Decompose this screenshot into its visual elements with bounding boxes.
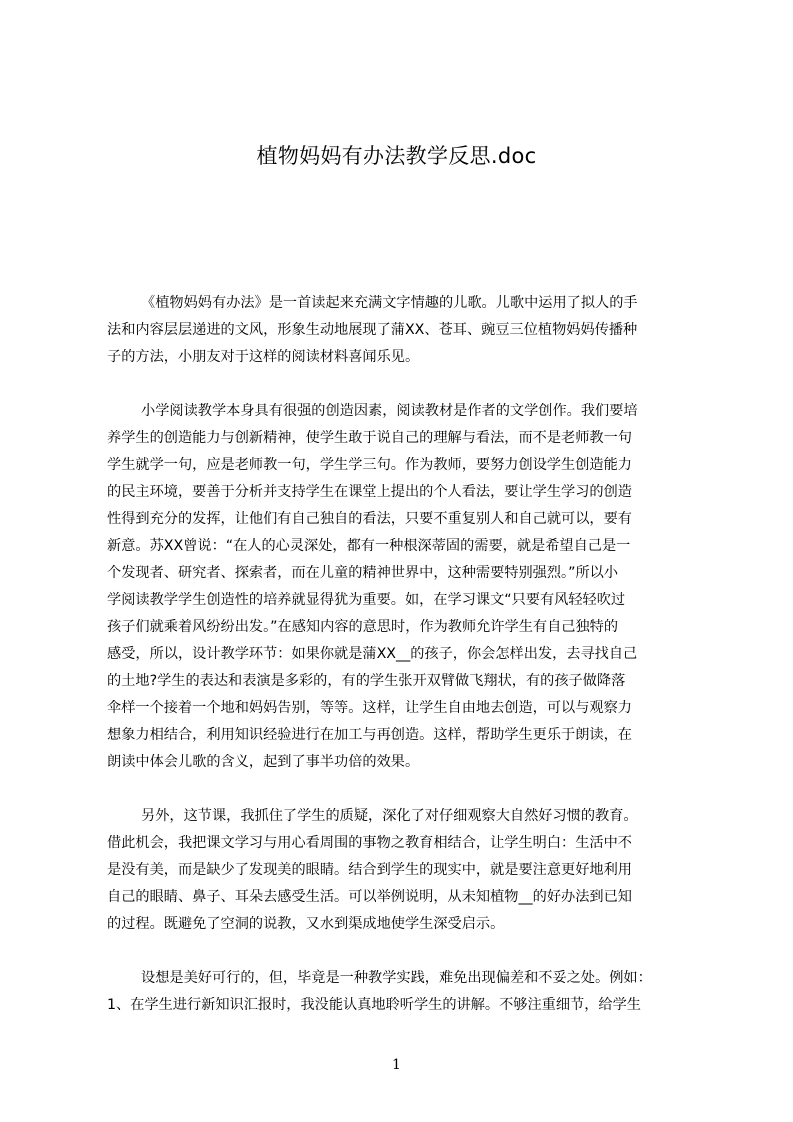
text-line: 的民主环境，要善于分析并支持学生在课堂上提出的个人看法，要让学生学习的创造 (107, 484, 632, 500)
text-line: 是没有美，而是缺少了发现美的眼睛。结合到学生的现实中，就是要注意更好地利用 (107, 862, 632, 878)
paragraph-2 (107, 398, 697, 776)
text-line: 自己的眼睛、鼻子、耳朵去感受生活。可以举例说明，从未知植物__的好办法到已知 (107, 889, 632, 905)
text-line: 感受，所以，设计教学环节：如果你就是蒲XX__的孩子，你会怎样出发，去寻找自己 (107, 646, 638, 662)
page-number: 1 (392, 1057, 401, 1073)
text-line: 设想是美好可行的，但，毕竟是一种教学实践，难免出现偏差和不妥之处。例如： (141, 970, 652, 986)
paragraph-3 (107, 803, 697, 938)
paragraph-1 (107, 290, 697, 371)
text-line: 学阅读教学学生创造性的培养就显得犹为重要。如，在学习课文“只要有风轻轻吹过 (107, 592, 626, 608)
text-line: 法和内容层层递进的文风，形象生动地展现了蒲XX、苍耳、豌豆三位植物妈妈传播种 (107, 322, 638, 338)
text-line: 朗读中体会儿歌的含义，起到了事半功倍的效果。 (107, 754, 420, 770)
document-body (107, 290, 697, 1046)
text-line: 的过程。既避免了空洞的说教，又水到渠成地使学生深受启示。 (107, 916, 505, 932)
text-line: 想象力相结合，利用知识经验进行在加工与再创造。这样，帮助学生更乐于朗读，在 (107, 727, 632, 743)
text-line: 养学生的创造能力与创新精神，使学生敢于说自己的理解与看法，而不是老师教一句 (107, 430, 632, 446)
text-line: 1、在学生进行新知识汇报时，我没能认真地聆听学生的讲解。不够注重细节，给学生 (107, 997, 641, 1013)
text-line: 另外，这节课，我抓住了学生的质疑，深化了对仔细观察大自然好习惯的教育。 (141, 808, 638, 824)
text-line: 伞样一个接着一个地和妈妈告别，等等。这样，让学生自由地去创造，可以与观察力 (107, 700, 632, 716)
text-line: 子的方法，小朋友对于这样的阅读材料喜闻乐见。 (107, 349, 420, 365)
text-line: 借此机会，我把课文学习与用心看周围的事物之教育相结合，让学生明白：生活中不 (107, 835, 632, 851)
text-line: 性得到充分的发挥，让他们有自己独自的看法，只要不重复别人和自己就可以，要有 (107, 511, 632, 527)
text-line: 孩子们就乘着风纷纷出发。”在感知内容的意思时，作为教师允许学生有自己独特的 (107, 619, 619, 635)
text-line: 《植物妈妈有办法》是一首读起来充满文字情趣的儿歌。儿歌中运用了拟人的手 (141, 295, 638, 311)
text-line: 新意。苏XX曾说：“在人的心灵深处，都有一种根深蒂固的需要，就是希望自己是一 (107, 538, 631, 554)
paragraph-4 (107, 965, 697, 1019)
text-line: 个发现者、研究者、探索者，而在儿童的精神世界中，这种需要特别强烈。”所以小 (107, 565, 619, 581)
text-line: 小学阅读教学本身具有很强的创造因素，阅读教材是作者的文学创作。我们要培 (141, 403, 638, 419)
text-line: 学生就学一句，应是老师教一句，学生学三句。作为教师，要努力创设学生创造能力 (107, 457, 632, 473)
document-title: 植物妈妈有办法教学反思.doc (256, 144, 537, 168)
text-line: 的土地?学生的表达和表演是多彩的，有的学生张开双臂做飞翔状，有的孩子做降落 (107, 673, 626, 689)
